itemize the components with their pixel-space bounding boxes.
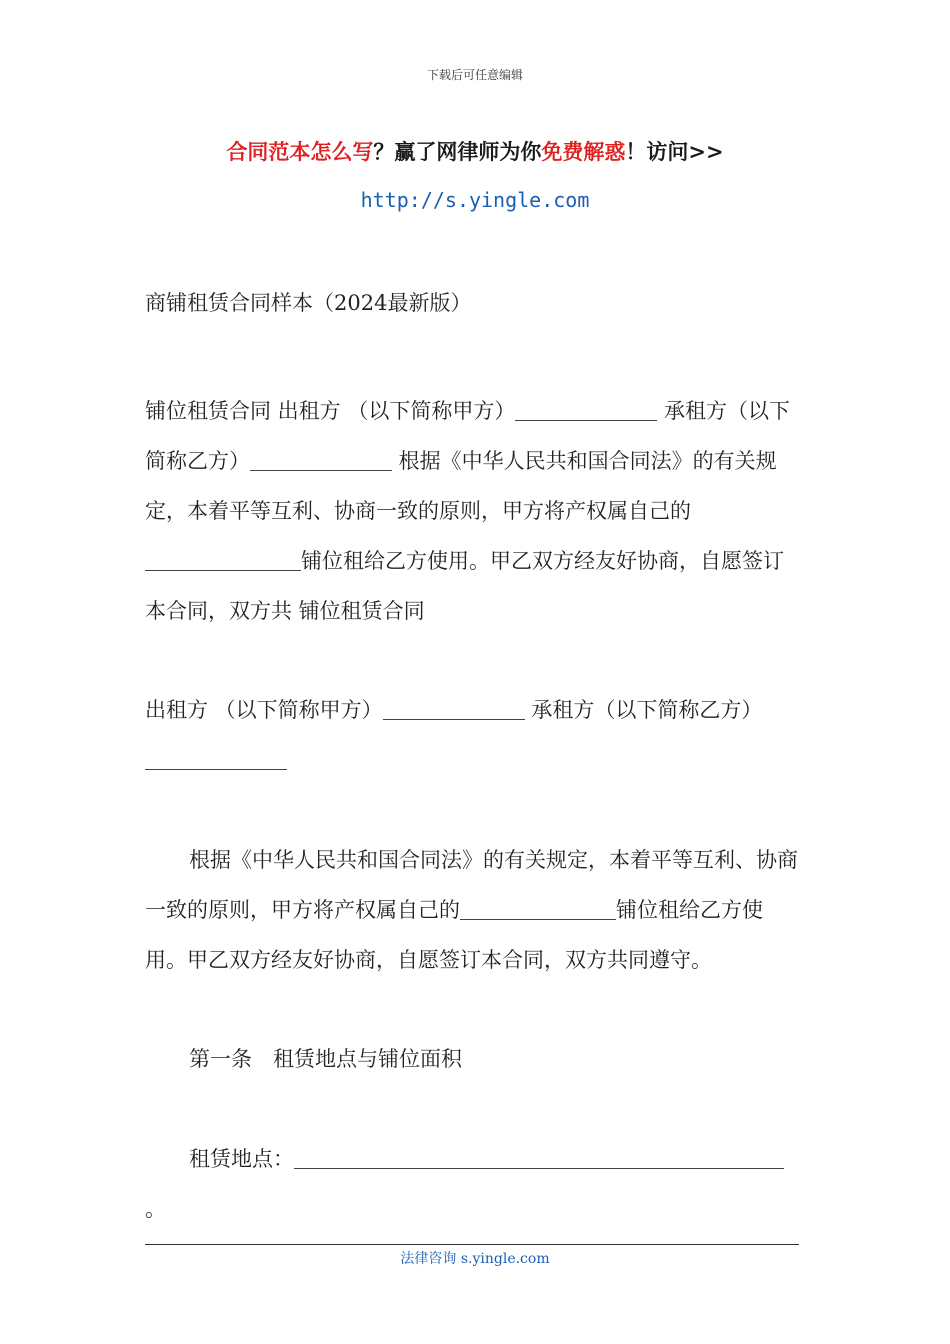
banner-text-4: ！访问>> — [625, 139, 724, 164]
promo-banner[interactable] — [0, 136, 950, 166]
p3-text-b: 铺位租给乙方使用。甲乙双方经友好协商，自愿签订本合同，双方共同遵守。 — [145, 898, 763, 972]
footer-divider — [145, 1244, 799, 1245]
paragraph-1 — [145, 386, 800, 636]
article-1-heading: 第一条 租赁地点与铺位面积 — [189, 1047, 462, 1071]
banner-text-3: 免费解惑 — [541, 139, 626, 164]
lessee-blank-2 — [145, 747, 287, 770]
footer-link[interactable]: 法律咨询 s.yingle.com — [400, 1251, 550, 1267]
site-link[interactable]: http://s.yingle.com — [360, 188, 590, 212]
banner-text-2: ？赢了网律师为你 — [373, 139, 542, 164]
paragraph-2 — [145, 685, 800, 785]
paragraph-3 — [145, 835, 800, 985]
lessee-blank — [250, 448, 392, 471]
document-title: 商铺租赁合同样本（2024最新版） — [145, 291, 472, 315]
p2-text-a: 出租方 （以下简称甲方） — [145, 698, 383, 722]
p3-text-a: 根据《中华人民共和国合同法》的有关规定，本着平等互利、协商一致的原则，甲方将产权属自己的 — [145, 848, 798, 922]
location-line — [145, 1134, 800, 1234]
location-label: 租赁地点： — [189, 1147, 294, 1171]
p1-text-d: 铺位租给乙方使用。甲乙双方经友好协商，自愿签订本合同，双方共 铺位租赁合同 — [145, 549, 784, 623]
shop-blank-2 — [460, 897, 616, 920]
location-end: 。 — [145, 1197, 166, 1221]
banner-text-1: 合同范本怎么写 — [226, 139, 374, 164]
location-blank — [294, 1146, 784, 1169]
p1-text-c: 根据《中华人民共和国合同法》的有关规定，本着平等互利、协商一致的原则，甲方将产权属自己的 — [145, 449, 777, 523]
lessor-blank-2 — [383, 697, 525, 720]
header-note: 下载后可任意编辑 — [426, 68, 523, 82]
p1-text-a: 铺位租赁合同 出租方 （以下简称甲方） — [145, 399, 516, 423]
shop-blank — [145, 548, 301, 571]
p1-text-b: 承租方（以下简称乙方） — [145, 399, 791, 473]
p2-text-b: 承租方（以下简称乙方） — [524, 698, 763, 722]
lessor-blank — [515, 398, 657, 421]
